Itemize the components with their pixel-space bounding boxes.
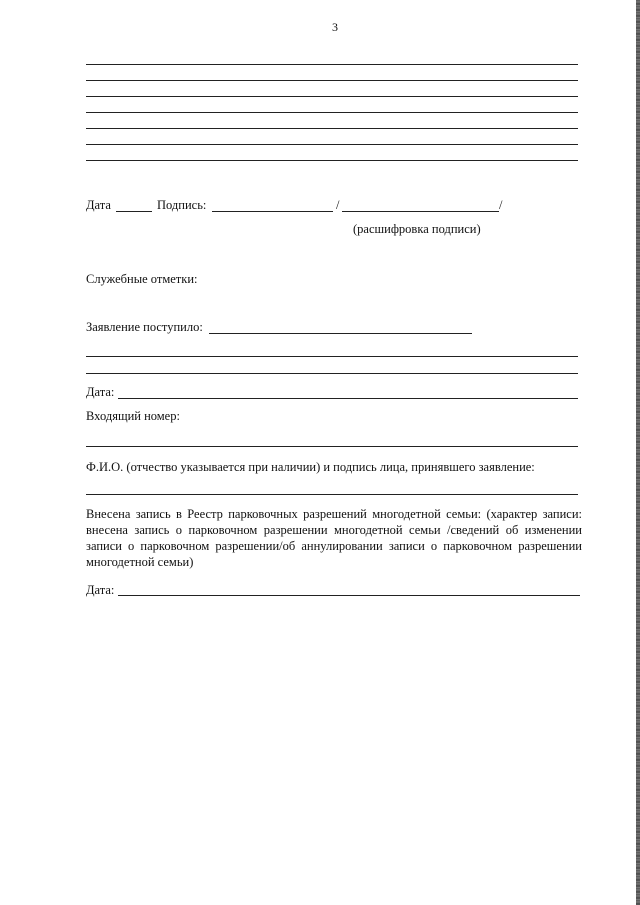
ruled-line-2[interactable] — [86, 80, 578, 81]
signature-decode-caption: (расшифровка подписи) — [353, 222, 481, 236]
final-date-label: Дата: — [86, 583, 115, 597]
signature-slash-left: / — [336, 198, 340, 212]
ruled-line-1[interactable] — [86, 64, 578, 65]
ruled-line-4[interactable] — [86, 112, 578, 113]
received-line-3[interactable] — [86, 373, 578, 374]
ruled-line-3[interactable] — [86, 96, 578, 97]
signature-date-field[interactable] — [116, 211, 152, 212]
ruled-line-6[interactable] — [86, 144, 578, 145]
date-field[interactable] — [118, 398, 578, 399]
binding-edge — [636, 0, 640, 905]
signature-date-label: Дата — [86, 198, 111, 212]
incoming-number-field[interactable] — [86, 446, 578, 447]
signature-label: Подпись: — [157, 198, 207, 212]
signature-decode-field[interactable] — [342, 211, 499, 212]
final-date-field[interactable] — [118, 595, 580, 596]
received-label: Заявление поступило: — [86, 320, 203, 334]
signature-field[interactable] — [212, 211, 333, 212]
signature-slash-right: / — [499, 198, 503, 212]
fio-label: Ф.И.О. (отчество указывается при наличии) и подпись лица, принявшего заявление: — [86, 460, 535, 474]
ruled-line-7[interactable] — [86, 160, 578, 161]
date-label: Дата: — [86, 385, 115, 399]
received-line-2[interactable] — [86, 356, 578, 357]
page-number: 3 — [332, 20, 338, 34]
received-field[interactable] — [209, 333, 472, 334]
incoming-number-label: Входящий номер: — [86, 409, 180, 423]
registry-paragraph: Внесена запись в Реестр парковочных разрешений многодетной семьи: (характер записи: внесена запись о парковочном разрешении многодетной семьи /сведений об изменении записи о парковочном разрешении/об аннулировании записи о парковочном разрешении многодетной семьи) — [86, 507, 582, 569]
ruled-line-5[interactable] — [86, 128, 578, 129]
fio-field[interactable] — [86, 494, 578, 495]
office-marks-label: Служебные отметки: — [86, 272, 198, 286]
